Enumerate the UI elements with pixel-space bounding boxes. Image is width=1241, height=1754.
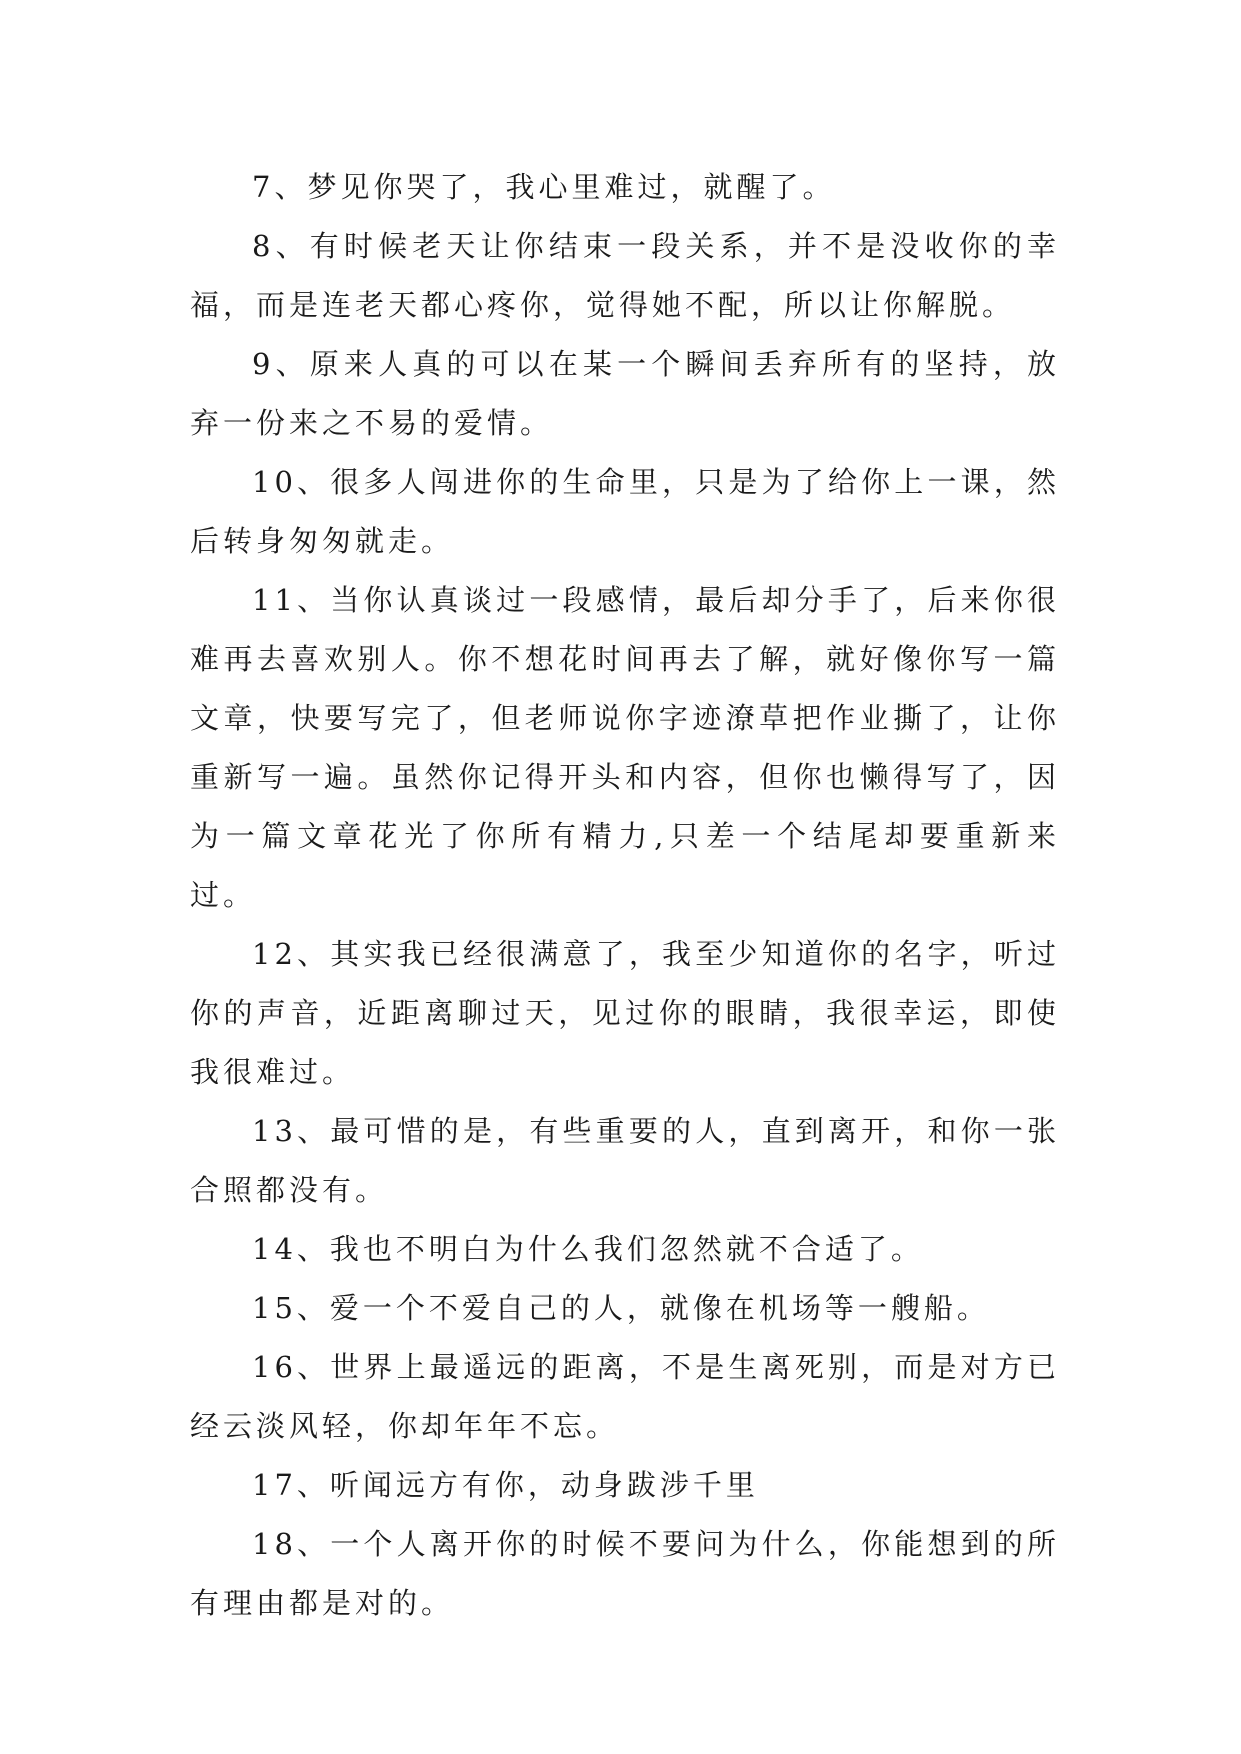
paragraph-9: 9、原来人真的可以在某一个瞬间丢弃所有的坚持，放弃一份来之不易的爱情。 [190,347,1060,440]
paragraph-17: 17、听闻远方有你，动身跋涉千里 [252,1468,759,1502]
paragraph-11: 11、当你认真谈过一段感情，最后却分手了，后来你很难再去喜欢别人。你不想花时间再去了解，就好像你写一篇文章，快要写完了，但老师说你字迹潦草把作业撕了，让你重新写一遍。虽然你记得开头和内容，但你也懒得写了，因为一篇文章花光了你所有精力,只差一个结尾却要重新来过。 [190,583,1060,912]
paragraph-16: 16、世界上最遥远的距离，不是生离死别，而是对方已经云淡风轻，你却年年不忘。 [190,1350,1060,1443]
document-body [190,158,1060,1633]
paragraph-13: 13、最可惜的是，有些重要的人，直到离开，和你一张合照都没有。 [190,1114,1060,1207]
paragraph-10: 10、很多人闯进你的生命里，只是为了给你上一课，然后转身匆匆就走。 [190,465,1060,558]
paragraph-15: 15、爱一个不爱自己的人，就像在机场等一艘船。 [252,1291,990,1325]
paragraph-8: 8、有时候老天让你结束一段关系，并不是没收你的幸福，而是连老天都心疼你，觉得她不配，所以让你解脱。 [190,229,1060,322]
paragraph-18: 18、一个人离开你的时候不要问为什么，你能想到的所有理由都是对的。 [190,1527,1060,1620]
paragraph-12: 12、其实我已经很满意了，我至少知道你的名字，听过你的声音，近距离聊过天，见过你的眼睛，我很幸运，即使我很难过。 [190,937,1060,1089]
paragraph-14: 14、我也不明白为什么我们忽然就不合适了。 [252,1232,924,1266]
paragraph-7: 7、梦见你哭了，我心里难过，就醒了。 [252,170,836,204]
